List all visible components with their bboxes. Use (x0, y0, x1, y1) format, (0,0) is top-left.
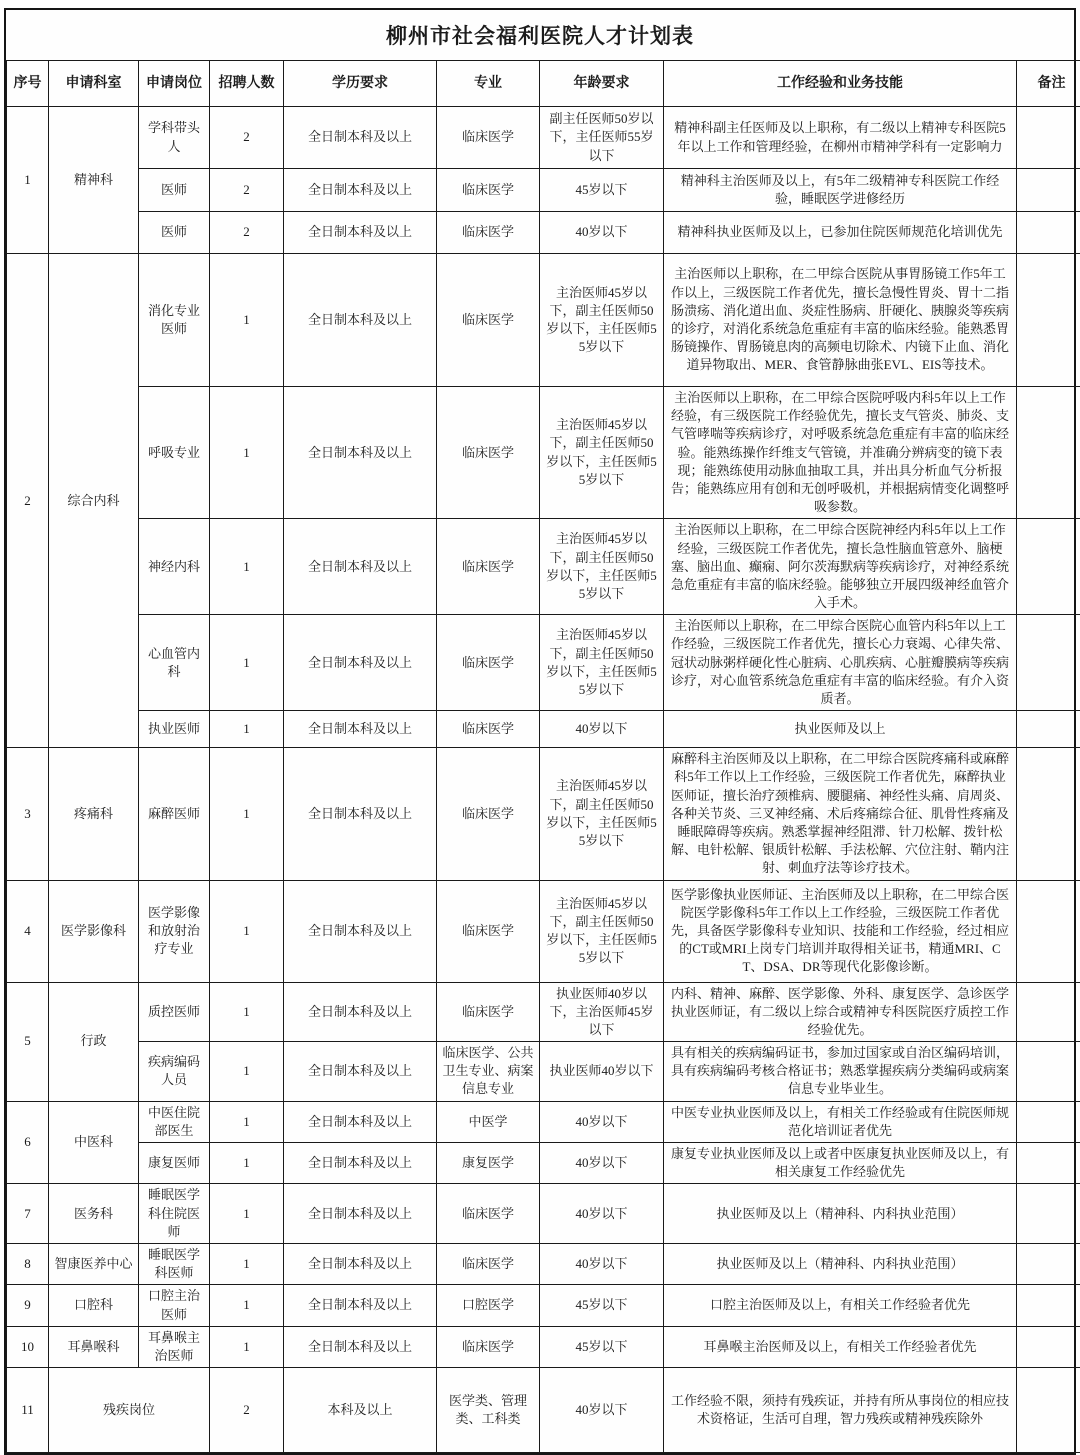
education-cell: 全日制本科及以上 (284, 1184, 437, 1244)
education-cell: 全日制本科及以上 (284, 519, 437, 615)
experience-cell: 执业医师及以上 (664, 711, 1017, 748)
table-row (7, 1243, 1080, 1284)
serial-cell: 6 (7, 1101, 49, 1184)
table-row (7, 982, 1080, 1042)
table-row (7, 1326, 1080, 1367)
col-header-headcount: 招聘人数 (210, 61, 284, 107)
headcount-cell: 1 (210, 1042, 284, 1102)
age-cell: 40岁以下 (540, 1101, 664, 1142)
remark-cell (1017, 880, 1080, 982)
education-cell: 全日制本科及以上 (284, 1243, 437, 1284)
age-cell: 主治医师45岁以下，副主任医师50岁以下，主任医师55岁以下 (540, 615, 664, 711)
remark-cell (1017, 1184, 1080, 1244)
education-cell: 全日制本科及以上 (284, 1285, 437, 1326)
table-row (7, 519, 1080, 615)
experience-cell: 执业医师及以上（精神科、内科执业范围） (664, 1184, 1017, 1244)
headcount-cell: 1 (210, 1285, 284, 1326)
major-cell: 临床医学 (437, 1184, 540, 1244)
col-header-serial: 序号 (7, 61, 49, 107)
remark-cell (1017, 387, 1080, 519)
remark-cell (1017, 711, 1080, 748)
remark-cell (1017, 519, 1080, 615)
headcount-cell: 1 (210, 1143, 284, 1184)
department-cell: 智康医养中心 (49, 1243, 139, 1284)
major-cell: 临床医学 (437, 169, 540, 212)
headcount-cell: 1 (210, 1101, 284, 1142)
major-cell: 临床医学 (437, 982, 540, 1042)
age-cell: 40岁以下 (540, 1368, 664, 1453)
serial-cell: 10 (7, 1326, 49, 1367)
remark-cell (1017, 1042, 1080, 1102)
age-cell: 45岁以下 (540, 1285, 664, 1326)
serial-cell: 8 (7, 1243, 49, 1284)
position-cell: 康复医师 (139, 1143, 210, 1184)
headcount-cell: 2 (210, 107, 284, 169)
age-cell: 40岁以下 (540, 1184, 664, 1244)
experience-cell: 精神科副主任医师及以上职称，有二级以上精神专科医院5年以上工作和管理经验，在柳州市精神学科有一定影响力 (664, 107, 1017, 169)
age-cell: 40岁以下 (540, 212, 664, 254)
experience-cell: 主治医师以上职称，在二甲综合医院神经内科5年以上工作经验，三级医院工作者优先，擅长急性脑血管意外、脑梗塞、脑出血、癫痫、阿尔茨海默病等疾病诊疗，对神经系统急危重症有丰富的临床经验。能够独立开展四级神经血管介入手术。 (664, 519, 1017, 615)
major-cell: 临床医学、公共卫生专业、病案信息专业 (437, 1042, 540, 1102)
table-row (7, 711, 1080, 748)
age-cell: 45岁以下 (540, 169, 664, 212)
serial-cell: 3 (7, 748, 49, 880)
col-header-education: 学历要求 (284, 61, 437, 107)
department-cell: 行政 (49, 982, 139, 1101)
education-cell: 全日制本科及以上 (284, 169, 437, 212)
table-row (7, 387, 1080, 519)
position-cell: 学科带头人 (139, 107, 210, 169)
headcount-cell: 1 (210, 387, 284, 519)
major-cell: 临床医学 (437, 1326, 540, 1367)
age-cell: 主治医师45岁以下，副主任医师50岁以下，主任医师55岁以下 (540, 387, 664, 519)
remark-cell (1017, 1101, 1080, 1142)
remark-cell (1017, 254, 1080, 387)
education-cell: 全日制本科及以上 (284, 982, 437, 1042)
age-cell: 40岁以下 (540, 1143, 664, 1184)
position-cell: 疾病编码人员 (139, 1042, 210, 1102)
major-cell: 临床医学 (437, 1243, 540, 1284)
headcount-cell: 1 (210, 254, 284, 387)
age-cell: 主治医师45岁以下，副主任医师50岁以下，主任医师55岁以下 (540, 254, 664, 387)
table-row (7, 615, 1080, 711)
remark-cell (1017, 1368, 1080, 1453)
table-row (7, 212, 1080, 254)
table-row (7, 1143, 1080, 1184)
education-cell: 全日制本科及以上 (284, 1101, 437, 1142)
position-cell: 麻醉医师 (139, 748, 210, 880)
education-cell: 全日制本科及以上 (284, 1042, 437, 1102)
serial-cell: 1 (7, 107, 49, 254)
education-cell: 全日制本科及以上 (284, 1143, 437, 1184)
age-cell: 45岁以下 (540, 1326, 664, 1367)
header-row (7, 61, 1080, 107)
education-cell: 全日制本科及以上 (284, 254, 437, 387)
remark-cell (1017, 615, 1080, 711)
major-cell: 中医学 (437, 1101, 540, 1142)
position-cell: 质控医师 (139, 982, 210, 1042)
major-cell: 临床医学 (437, 880, 540, 982)
education-cell: 全日制本科及以上 (284, 212, 437, 254)
page-title: 柳州市社会福利医院人才计划表 (6, 10, 1074, 60)
headcount-cell: 1 (210, 519, 284, 615)
age-cell: 40岁以下 (540, 1243, 664, 1284)
table-row (7, 1184, 1080, 1244)
talent-plan-table (4, 8, 1076, 1455)
serial-cell: 5 (7, 982, 49, 1101)
department-cell: 综合内科 (49, 254, 139, 748)
department-cell: 残疾岗位 (49, 1368, 210, 1453)
major-cell: 口腔医学 (437, 1285, 540, 1326)
serial-cell: 4 (7, 880, 49, 982)
serial-cell: 11 (7, 1368, 49, 1453)
headcount-cell: 1 (210, 1243, 284, 1284)
experience-cell: 医学影像执业医师证、主治医师及以上职称，在二甲综合医院医学影像科5年工作以上工作经验，三级医院工作者优先，具备医学影像科专业知识、技能和工作经验，经过相应的CT或MRI上岗专门培训并取得相关证书，精通MRI、CT、DSA、DR等现代化影像诊断。 (664, 880, 1017, 982)
remark-cell (1017, 107, 1080, 169)
education-cell: 全日制本科及以上 (284, 880, 437, 982)
department-cell: 中医科 (49, 1101, 139, 1184)
table-row (7, 1285, 1080, 1326)
education-cell: 全日制本科及以上 (284, 748, 437, 880)
experience-cell: 主治医师以上职称，在二甲综合医院从事胃肠镜工作5年工作以上，三级医院工作者优先，擅长急慢性胃炎、胃十二指肠溃疡、消化道出血、炎症性肠病、肝硬化、胰腺炎等疾病的诊疗，对消化系统急危重症有丰富的临床经验。能熟悉胃肠镜操作、胃肠镜息肉的高频电切除术、内镜下止血、消化道异物取出、MER、食管静脉曲张EVL、EIS等技术。 (664, 254, 1017, 387)
department-cell: 医务科 (49, 1184, 139, 1244)
age-cell: 执业医师40岁以下 (540, 1042, 664, 1102)
table-body (7, 107, 1080, 1453)
position-cell: 神经内科 (139, 519, 210, 615)
experience-cell: 执业医师及以上（精神科、内科执业范围） (664, 1243, 1017, 1284)
age-cell: 主治医师45岁以下，副主任医师50岁以下，主任医师55岁以下 (540, 880, 664, 982)
major-cell: 临床医学 (437, 212, 540, 254)
headcount-cell: 1 (210, 1326, 284, 1367)
position-cell: 心血管内科 (139, 615, 210, 711)
major-cell: 康复医学 (437, 1143, 540, 1184)
education-cell: 全日制本科及以上 (284, 1326, 437, 1367)
position-cell: 医学影像和放射治疗专业 (139, 880, 210, 982)
headcount-cell: 1 (210, 1184, 284, 1244)
headcount-cell: 1 (210, 982, 284, 1042)
remark-cell (1017, 1326, 1080, 1367)
col-header-age: 年龄要求 (540, 61, 664, 107)
education-cell: 全日制本科及以上 (284, 107, 437, 169)
table-row (7, 1042, 1080, 1102)
serial-cell: 7 (7, 1184, 49, 1244)
table-row (7, 880, 1080, 982)
remark-cell (1017, 212, 1080, 254)
position-cell: 执业医师 (139, 711, 210, 748)
remark-cell (1017, 748, 1080, 880)
experience-cell: 康复专业执业医师及以上或者中医康复执业医师及以上，有相关康复工作经验优先 (664, 1143, 1017, 1184)
col-header-department: 申请科室 (49, 61, 139, 107)
table-row (7, 748, 1080, 880)
experience-cell: 耳鼻喉主治医师及以上，有相关工作经验者优先 (664, 1326, 1017, 1367)
headcount-cell: 2 (210, 1368, 284, 1453)
education-cell: 全日制本科及以上 (284, 711, 437, 748)
experience-cell: 主治医师以上职称，在二甲综合医院呼吸内科5年以上工作经验，有三级医院工作经验优先，擅长支气管炎、肺炎、支气管哮喘等疾病诊疗，对呼吸系统急危重症有丰富的临床经验。能熟练操作纤维支气管镜，并准确分辨病变的镜下表现；能熟练使用动脉血抽取工具，并出具分析血气分析报告；能熟练应用有创和无创呼吸机，并根据病情变化调整呼吸参数。 (664, 387, 1017, 519)
serial-cell: 2 (7, 254, 49, 748)
major-cell: 临床医学 (437, 254, 540, 387)
experience-cell: 工作经验不限，须持有残疾证，并持有所从事岗位的相应技术资格证，生活可自理，智力残疾或精神残疾除外 (664, 1368, 1017, 1453)
position-cell: 睡眠医学科住院医师 (139, 1184, 210, 1244)
headcount-cell: 2 (210, 169, 284, 212)
education-cell: 本科及以上 (284, 1368, 437, 1453)
department-cell: 耳鼻喉科 (49, 1326, 139, 1367)
department-cell: 疼痛科 (49, 748, 139, 880)
position-cell: 呼吸专业 (139, 387, 210, 519)
table-row (7, 107, 1080, 169)
age-cell: 主治医师45岁以下，副主任医师50岁以下，主任医师55岁以下 (540, 748, 664, 880)
col-header-experience: 工作经验和业务技能 (664, 61, 1017, 107)
table-row (7, 1368, 1080, 1453)
position-cell: 中医住院部医生 (139, 1101, 210, 1142)
department-cell: 口腔科 (49, 1285, 139, 1326)
headcount-cell: 1 (210, 880, 284, 982)
age-cell: 执业医师40岁以下，主治医师45岁以下 (540, 982, 664, 1042)
col-header-remark: 备注 (1017, 61, 1080, 107)
education-cell: 全日制本科及以上 (284, 615, 437, 711)
experience-cell: 中医专业执业医师及以上，有相关工作经验或有住院医师规范化培训证者优先 (664, 1101, 1017, 1142)
recruitment-table (6, 60, 1080, 1453)
col-header-position: 申请岗位 (139, 61, 210, 107)
serial-cell: 9 (7, 1285, 49, 1326)
age-cell: 主治医师45岁以下，副主任医师50岁以下，主任医师55岁以下 (540, 519, 664, 615)
table-row (7, 1101, 1080, 1142)
experience-cell: 口腔主治医师及以上，有相关工作经验者优先 (664, 1285, 1017, 1326)
headcount-cell: 1 (210, 748, 284, 880)
col-header-major: 专业 (437, 61, 540, 107)
experience-cell: 具有相关的疾病编码证书，参加过国家或自治区编码培训，具有疾病编码考核合格证书；熟悉掌握疾病分类编码或病案信息专业毕业生。 (664, 1042, 1017, 1102)
major-cell: 临床医学 (437, 748, 540, 880)
position-cell: 医师 (139, 212, 210, 254)
major-cell: 临床医学 (437, 711, 540, 748)
position-cell: 耳鼻喉主治医师 (139, 1326, 210, 1367)
experience-cell: 精神科主治医师及以上，有5年二级精神专科医院工作经验，睡眠医学进修经历 (664, 169, 1017, 212)
remark-cell (1017, 982, 1080, 1042)
experience-cell: 主治医师以上职称，在二甲综合医院心血管内科5年以上工作经验，三级医院工作者优先，擅长心力衰竭、心律失常、冠状动脉粥样硬化性心脏病、心肌疾病、心脏瓣膜病等疾病诊疗，对心血管系统急危重症有丰富的临床经验。有介入资质者。 (664, 615, 1017, 711)
position-cell: 睡眠医学科医师 (139, 1243, 210, 1284)
department-cell: 医学影像科 (49, 880, 139, 982)
remark-cell (1017, 169, 1080, 212)
headcount-cell: 2 (210, 212, 284, 254)
experience-cell: 麻醉科主治医师及以上职称，在二甲综合医院疼痛科或麻醉科5年工作以上工作经验，三级医院工作者优先，麻醉执业医师证，擅长治疗颈椎病、腰腿痛、神经性头痛、肩周炎、各种关节炎、三叉神经痛、术后疼痛综合征、肌骨性疼痛及睡眠障碍等疾病。熟悉掌握神经阻滞、针刀松解、拨针松解、电针松解、银质针松解、手法松解、穴位注射、鞘内注射、刺血疗法等诊疗技术。 (664, 748, 1017, 880)
major-cell: 临床医学 (437, 107, 540, 169)
experience-cell: 精神科执业医师及以上，已参加住院医师规范化培训优先 (664, 212, 1017, 254)
education-cell: 全日制本科及以上 (284, 387, 437, 519)
remark-cell (1017, 1143, 1080, 1184)
experience-cell: 内科、精神、麻醉、医学影像、外科、康复医学、急诊医学执业医师证，有二级以上综合或精神专科医院医疗质控工作经验优先。 (664, 982, 1017, 1042)
remark-cell (1017, 1243, 1080, 1284)
position-cell: 消化专业医师 (139, 254, 210, 387)
headcount-cell: 1 (210, 615, 284, 711)
age-cell: 副主任医师50岁以下，主任医师55岁以下 (540, 107, 664, 169)
age-cell: 40岁以下 (540, 711, 664, 748)
major-cell: 临床医学 (437, 615, 540, 711)
remark-cell (1017, 1285, 1080, 1326)
major-cell: 临床医学 (437, 387, 540, 519)
headcount-cell: 1 (210, 711, 284, 748)
major-cell: 临床医学 (437, 519, 540, 615)
table-row (7, 169, 1080, 212)
major-cell: 医学类、管理类、工科类 (437, 1368, 540, 1453)
position-cell: 医师 (139, 169, 210, 212)
department-cell: 精神科 (49, 107, 139, 254)
position-cell: 口腔主治医师 (139, 1285, 210, 1326)
table-row (7, 254, 1080, 387)
